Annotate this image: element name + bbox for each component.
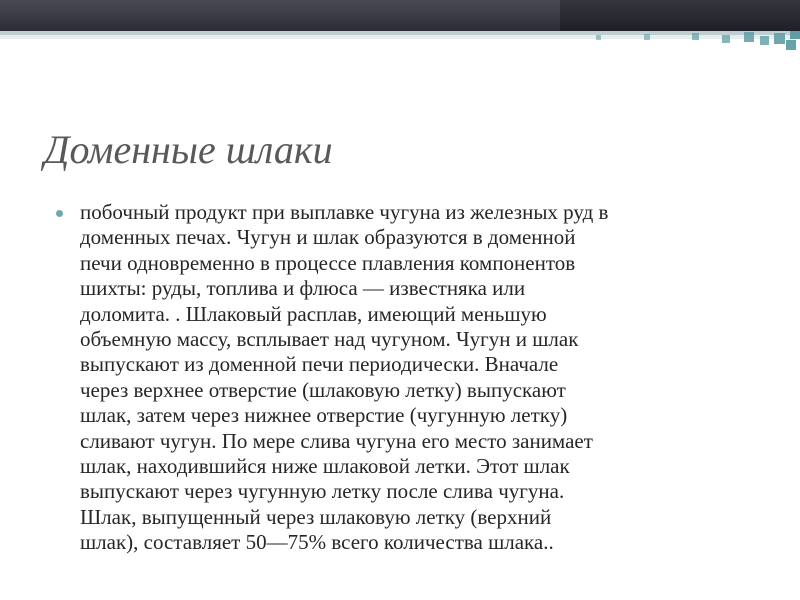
decorative-square bbox=[596, 35, 601, 40]
bullet-list bbox=[56, 200, 766, 556]
decorative-square bbox=[692, 33, 699, 40]
bullet-item bbox=[56, 200, 766, 556]
slide-title: Доменные шлаки bbox=[44, 127, 333, 172]
decorative-square bbox=[722, 35, 730, 43]
decorative-squares bbox=[460, 31, 800, 53]
decorative-square bbox=[790, 31, 800, 39]
bullet-dot-icon bbox=[56, 210, 63, 217]
bullet-text: побочный продукт при выплавке чугуна из железных руд в доменных печах. Чугун и шлак образуются в доменной печи одновременно в процессе плавления компонентов шихты: руды, топлива и флюса — известняка или доломита. . Шлаковый расплав, имеющий меньшую объемную массу, всплывает над чугуном. Чугун и шлак выпускают из доменной печи периодически. Вначале через верхнее отверстие (шлаковую летку) выпускают шлак, затем через нижнее отверстие (чугунную летку) сливают чугун. По мере слива чугуна его место занимает шлак, находившийся ниже шлаковой летки. Этот шлак выпускают через чугунную летку после слива чугуна. Шлак, выпущенный через шлаковую летку (верхний шлак), составляет 50—75% всего количества шлака.. bbox=[80, 200, 609, 555]
decorative-square bbox=[786, 40, 796, 50]
decorative-square bbox=[760, 36, 769, 45]
decorative-square bbox=[774, 33, 785, 44]
decorative-square bbox=[744, 32, 754, 42]
decorative-square bbox=[644, 34, 650, 40]
header-bar-dark-segment bbox=[560, 0, 800, 31]
